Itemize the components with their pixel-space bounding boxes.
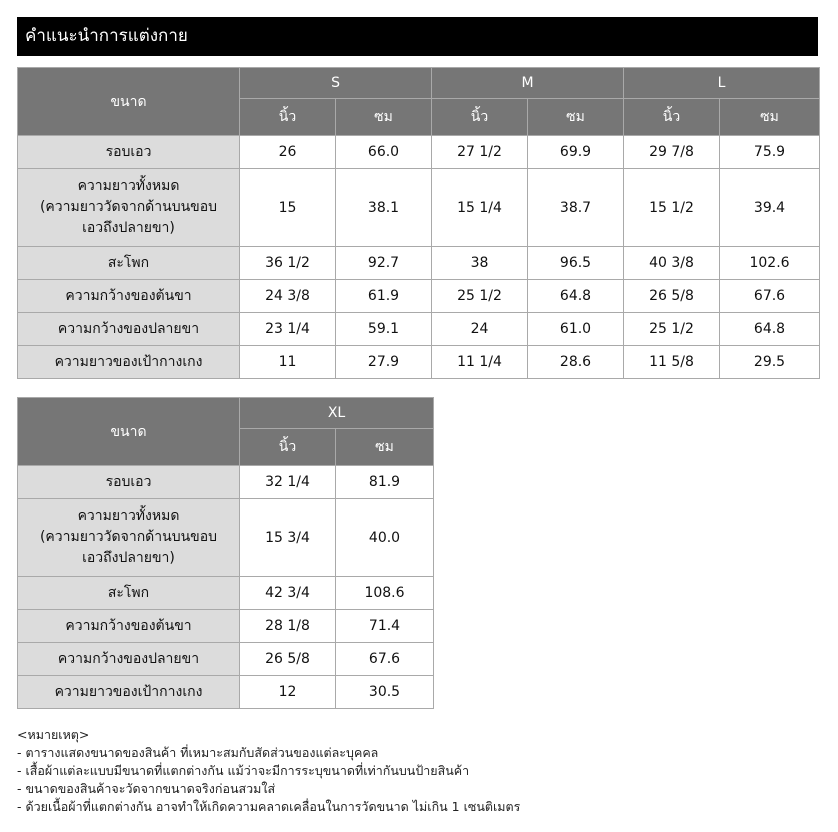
value-cell: 61.0: [528, 313, 624, 346]
row-label-line: (ความยาววัดจากด้านบนขอบ: [39, 199, 218, 215]
row-label-hip: สะโพก: [18, 577, 240, 610]
value-cell: 15 1/2: [624, 169, 720, 247]
table-row: [18, 169, 820, 247]
value-cell: 27.9: [336, 346, 432, 379]
value-cell: 26 5/8: [240, 643, 336, 676]
value-cell: 11 1/4: [432, 346, 528, 379]
value-cell: 92.7: [336, 247, 432, 280]
value-cell: 102.6: [720, 247, 820, 280]
value-cell: 29.5: [720, 346, 820, 379]
value-cell: 42 3/4: [240, 577, 336, 610]
value-cell: 29 7/8: [624, 136, 720, 169]
unit-header-inch: นิ้ว: [240, 99, 336, 136]
value-cell: 64.8: [528, 280, 624, 313]
value-cell: 64.8: [720, 313, 820, 346]
unit-header-cm: ซม: [336, 99, 432, 136]
size-column-header: ขนาด: [18, 398, 240, 466]
table-row: [18, 136, 820, 169]
unit-header-inch: นิ้ว: [240, 429, 336, 466]
value-cell: 39.4: [720, 169, 820, 247]
value-cell: 67.6: [720, 280, 820, 313]
value-cell: 108.6: [336, 577, 434, 610]
value-cell: 25 1/2: [624, 313, 720, 346]
unit-header-inch: นิ้ว: [624, 99, 720, 136]
row-label-line: เอวถึงปลายขา): [82, 550, 175, 566]
row-label-thigh-width: ความกว้างของต้นขา: [18, 610, 240, 643]
row-label-waist: รอบเอว: [18, 466, 240, 499]
row-label-thigh-width: ความกว้างของต้นขา: [18, 280, 240, 313]
value-cell: 40 3/8: [624, 247, 720, 280]
value-cell: 24: [432, 313, 528, 346]
row-label-line: ความยาวทั้งหมด: [77, 508, 180, 524]
size-column-header: ขนาด: [18, 68, 240, 136]
value-cell: 11: [240, 346, 336, 379]
table-row: [18, 313, 820, 346]
value-cell: 26: [240, 136, 336, 169]
value-cell: 26 5/8: [624, 280, 720, 313]
value-cell: 12: [240, 676, 336, 709]
value-cell: 28.6: [528, 346, 624, 379]
unit-header-inch: นิ้ว: [432, 99, 528, 136]
unit-header-cm: ซม: [336, 429, 434, 466]
value-cell: 27 1/2: [432, 136, 528, 169]
page-title: คำแนะนำการแต่งกาย: [17, 17, 818, 56]
value-cell: 36 1/2: [240, 247, 336, 280]
value-cell: 75.9: [720, 136, 820, 169]
value-cell: 38.1: [336, 169, 432, 247]
value-cell: 11 5/8: [624, 346, 720, 379]
note-line: - ตารางแสดงขนาดของสินค้า ที่เหมาะสมกับสัดส่วนของแต่ละบุคคล: [17, 745, 379, 760]
size-header-s: S: [240, 68, 432, 99]
row-label-hem-width: ความกว้างของปลายขา: [18, 313, 240, 346]
table-row: [18, 280, 820, 313]
value-cell: 81.9: [336, 466, 434, 499]
size-chart-xl: [17, 397, 434, 709]
row-label-line: (ความยาววัดจากด้านบนขอบ: [39, 529, 218, 545]
row-label-rise: ความยาวของเป้ากางเกง: [18, 676, 240, 709]
size-header-m: M: [432, 68, 624, 99]
value-cell: 71.4: [336, 610, 434, 643]
table-row: [18, 466, 434, 499]
table-row: [18, 346, 820, 379]
note-line: - ขนาดของสินค้าจะวัดจากขนาดจริงก่อนสวมใส่: [17, 781, 276, 796]
note-line: - เสื้อผ้าแต่ละแบบมีขนาดที่แตกต่างกัน แม้ว่าจะมีการระบุขนาดที่เท่ากันบนป้ายสินค้า: [17, 763, 470, 778]
value-cell: 15: [240, 169, 336, 247]
notes-section: [17, 726, 818, 816]
value-cell: 67.6: [336, 643, 434, 676]
value-cell: 40.0: [336, 499, 434, 577]
table-row: [18, 643, 434, 676]
row-label-rise: ความยาวของเป้ากางเกง: [18, 346, 240, 379]
value-cell: 25 1/2: [432, 280, 528, 313]
unit-header-cm: ซม: [720, 99, 820, 136]
row-label-total-length: [18, 169, 240, 247]
value-cell: 32 1/4: [240, 466, 336, 499]
value-cell: 28 1/8: [240, 610, 336, 643]
row-label-line: เอวถึงปลายขา): [82, 220, 175, 236]
value-cell: 38: [432, 247, 528, 280]
row-label-waist: รอบเอว: [18, 136, 240, 169]
value-cell: 24 3/8: [240, 280, 336, 313]
row-label-hip: สะโพก: [18, 247, 240, 280]
row-label-line: ความยาวทั้งหมด: [77, 178, 180, 194]
table-row: [18, 676, 434, 709]
value-cell: 30.5: [336, 676, 434, 709]
value-cell: 96.5: [528, 247, 624, 280]
value-cell: 15 3/4: [240, 499, 336, 577]
table-row: [18, 610, 434, 643]
value-cell: 15 1/4: [432, 169, 528, 247]
table-row: [18, 577, 434, 610]
notes-heading: <หมายเหตุ>: [17, 727, 90, 742]
value-cell: 61.9: [336, 280, 432, 313]
table-row: [18, 247, 820, 280]
value-cell: 23 1/4: [240, 313, 336, 346]
unit-header-cm: ซม: [528, 99, 624, 136]
note-line: - ด้วยเนื้อผ้าที่แตกต่างกัน อาจทำให้เกิดความคลาดเคลื่อนในการวัดขนาด ไม่เกิน 1 เซนติเมตร: [17, 799, 521, 814]
row-label-total-length: [18, 499, 240, 577]
value-cell: 59.1: [336, 313, 432, 346]
table-row: [18, 499, 434, 577]
value-cell: 69.9: [528, 136, 624, 169]
size-chart-s-m-l: [17, 67, 820, 379]
size-header-l: L: [624, 68, 820, 99]
value-cell: 66.0: [336, 136, 432, 169]
value-cell: 38.7: [528, 169, 624, 247]
size-header-xl: XL: [240, 398, 434, 429]
row-label-hem-width: ความกว้างของปลายขา: [18, 643, 240, 676]
